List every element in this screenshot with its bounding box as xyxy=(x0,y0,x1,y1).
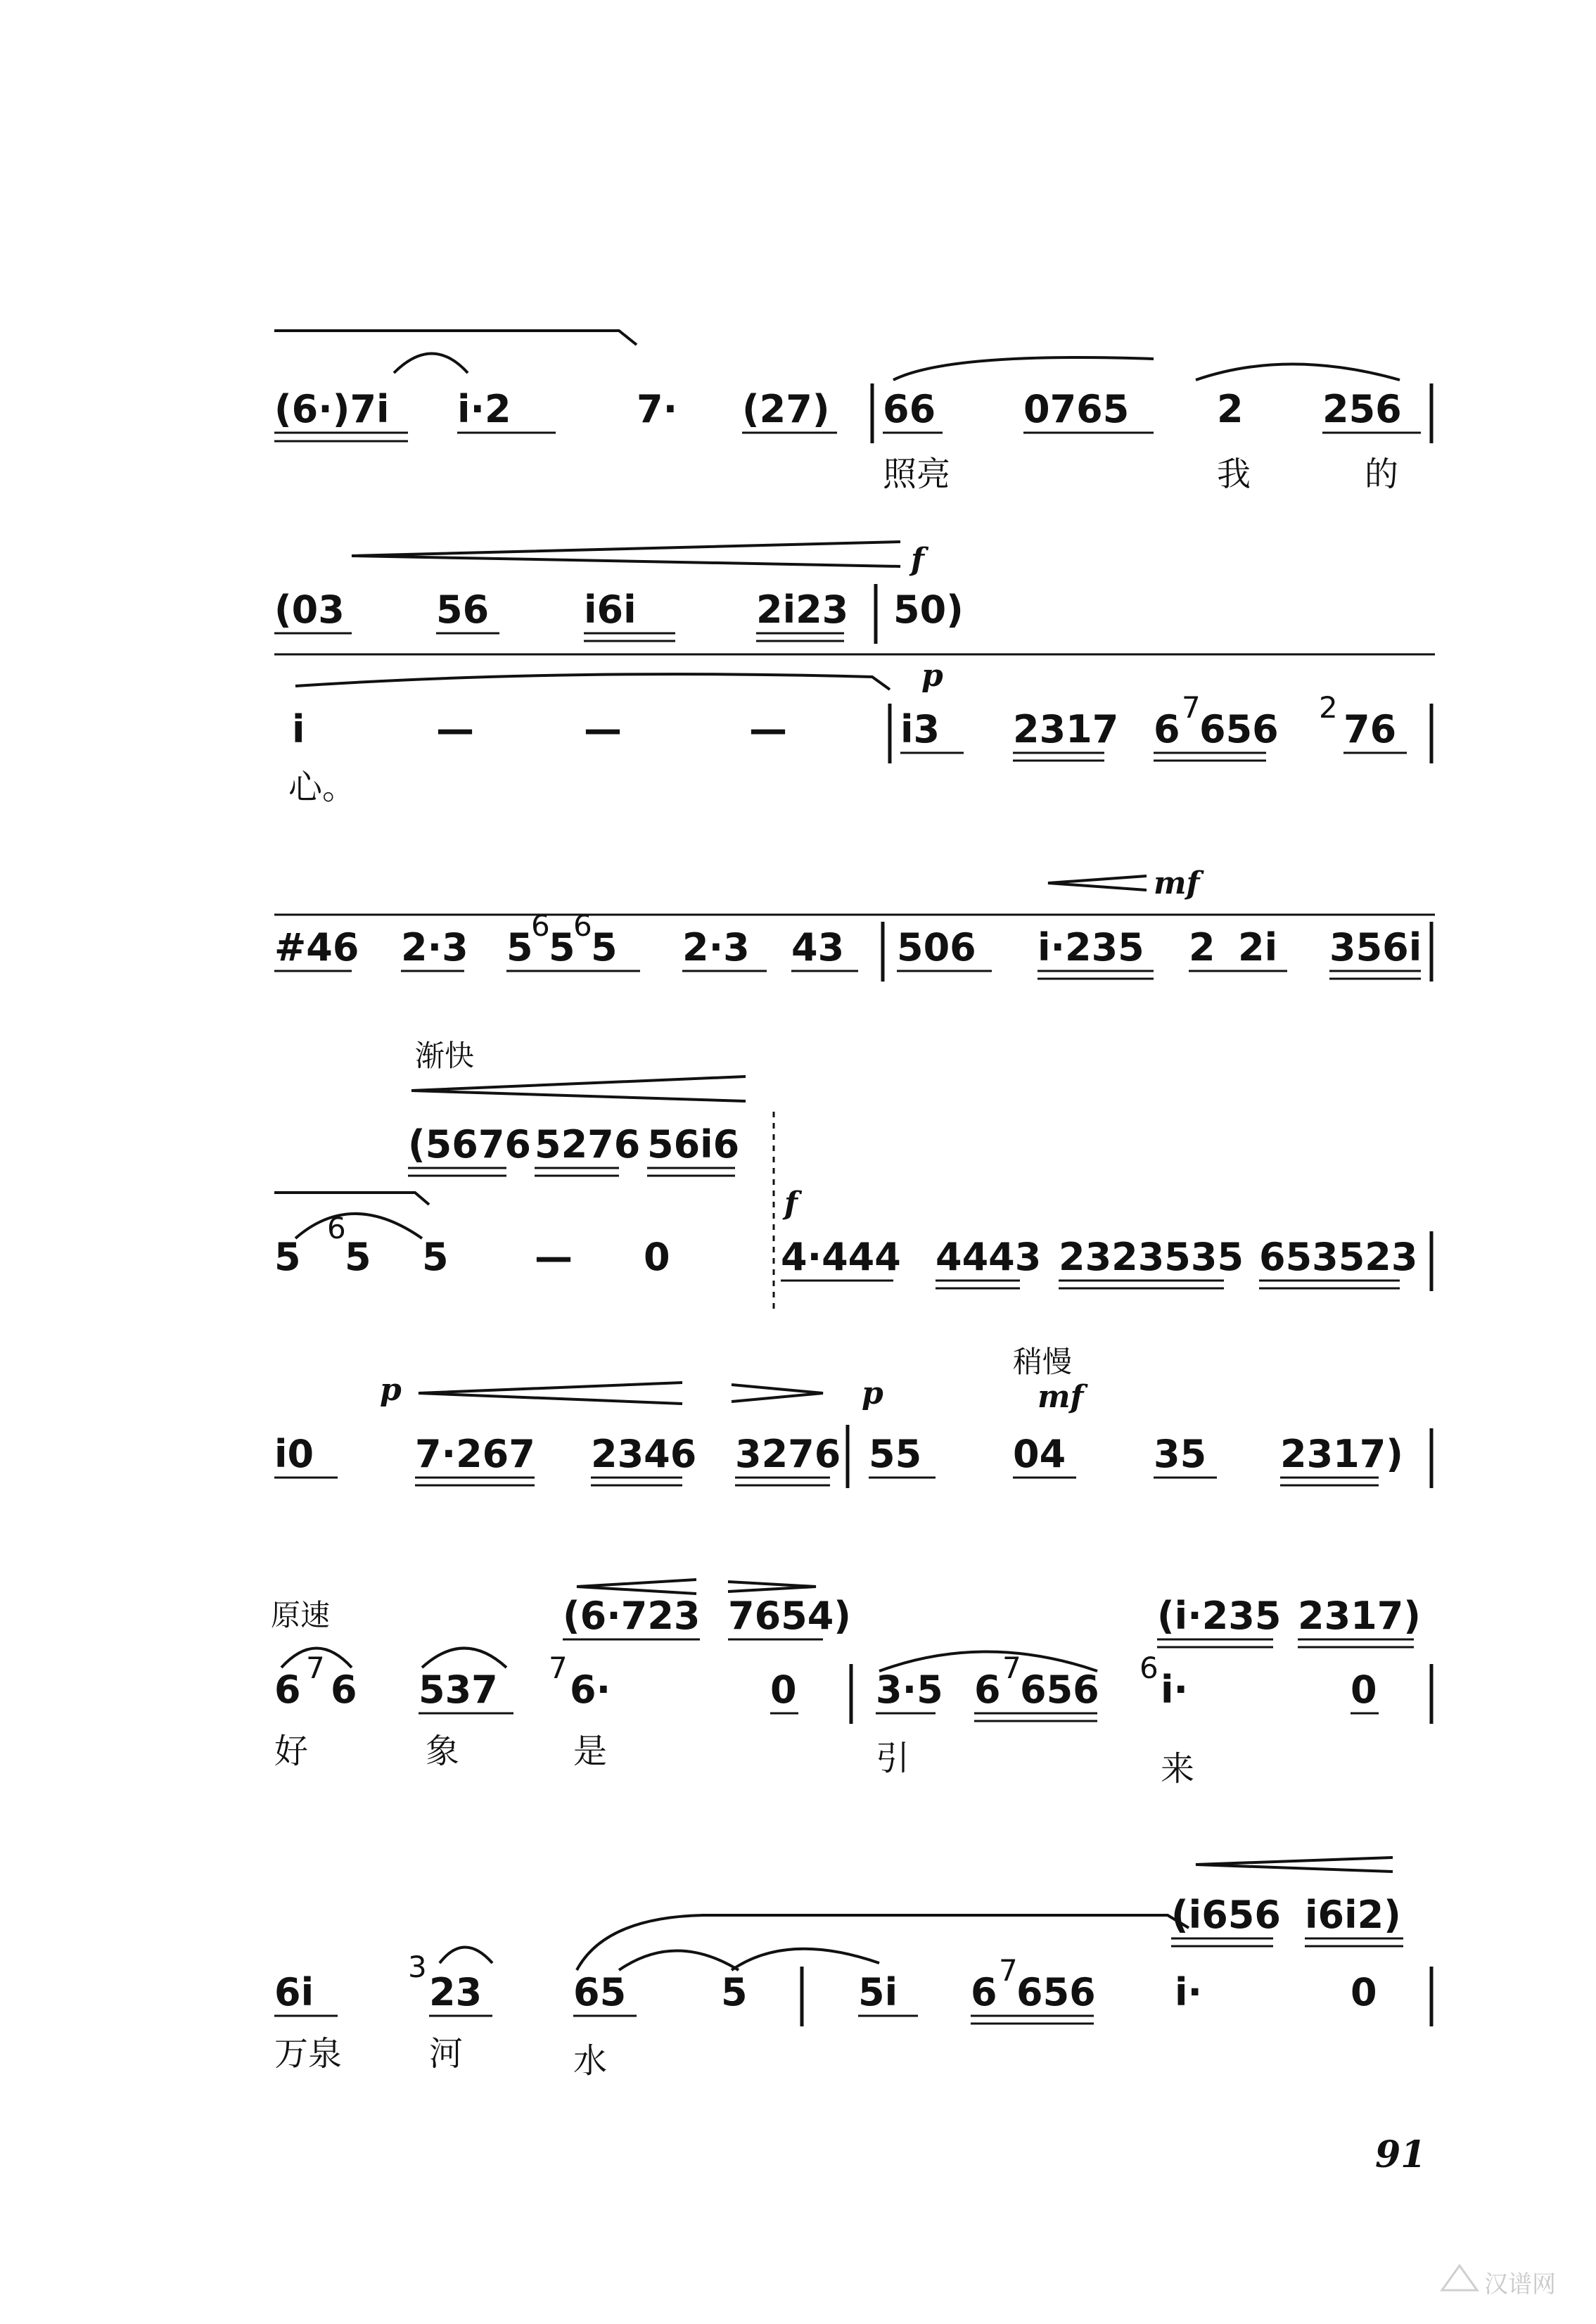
grace-note: 6 xyxy=(573,908,592,943)
notation-segment: 2 xyxy=(1189,925,1215,970)
watermark xyxy=(1442,2266,1556,2299)
lyric: 的 xyxy=(1365,455,1399,494)
watermark-logo-icon xyxy=(1442,2266,1477,2290)
notation-segment: — xyxy=(584,707,622,751)
notation-segment: 656 xyxy=(1199,707,1279,751)
dynamic-mark: p xyxy=(380,1372,402,1408)
notation-segment: i6i2) xyxy=(1305,1893,1401,1937)
lyric: 来 xyxy=(1161,1749,1195,1789)
dynamic-mark: mf xyxy=(1038,1379,1084,1415)
notation-segment: 6i xyxy=(274,1970,314,2014)
lyric: 象 xyxy=(426,1732,460,1771)
notation-segment: 55 xyxy=(869,1432,922,1476)
crescendo-hairpin xyxy=(352,542,900,566)
slur xyxy=(422,1649,506,1668)
crescendo-hairpin xyxy=(419,1383,682,1404)
grace-note: 7 xyxy=(549,1651,568,1685)
notation-segment: (03 xyxy=(274,588,345,632)
grace-note: 7 xyxy=(999,1953,1018,1988)
notation-segment: (5676 xyxy=(408,1122,531,1167)
notation-segment: (27) xyxy=(742,387,830,431)
notation-segment: i·2 xyxy=(457,387,511,431)
grace-note: 2 xyxy=(1319,690,1338,725)
slur xyxy=(394,354,468,374)
notation-segment: 0 xyxy=(1351,1970,1377,2014)
crescendo-hairpin xyxy=(1196,1858,1393,1872)
notation-segment: 2 xyxy=(1217,387,1244,431)
lyric: 心。 xyxy=(288,768,357,807)
notation-segment: 0 xyxy=(644,1235,670,1279)
notation-segment: — xyxy=(436,707,474,751)
score-row-6 xyxy=(274,1345,1431,1488)
dynamic-mark: mf xyxy=(1154,865,1200,901)
score-row-2 xyxy=(274,542,964,644)
grace-note: 3 xyxy=(408,1950,427,1984)
notation-segment: 7654) xyxy=(728,1594,851,1638)
notation-segment: 56 xyxy=(436,588,490,632)
slur xyxy=(732,1949,879,1970)
notation-segment: (i656 xyxy=(1171,1893,1281,1937)
notation-segment: 5 xyxy=(422,1235,449,1279)
notation-segment: i xyxy=(292,707,305,751)
notation-segment: 537 xyxy=(419,1668,498,1712)
notation-segment: 43 xyxy=(791,925,845,970)
notation-segment: 5 xyxy=(549,925,575,970)
notation-segment: 50) xyxy=(893,588,964,632)
notation-segment: 2·3 xyxy=(682,925,750,970)
lyric: 是 xyxy=(573,1732,608,1771)
tie xyxy=(295,674,890,690)
notation-segment: i0 xyxy=(274,1432,314,1476)
notation-segment: 76 xyxy=(1343,707,1397,751)
notation-segment: — xyxy=(749,707,787,751)
tempo-mark: 稍慢 xyxy=(1013,1345,1073,1379)
lyric: 我 xyxy=(1217,455,1251,494)
lyric: 万泉 xyxy=(274,2034,343,2074)
tie xyxy=(274,331,637,345)
lyric: 好 xyxy=(274,1732,309,1771)
dynamic-mark: p xyxy=(862,1376,883,1411)
notation-segment: 5 xyxy=(591,925,618,970)
tempo-mark: 原速 xyxy=(271,1598,331,1632)
grace-note: 7 xyxy=(1182,690,1201,725)
notation-segment: 5 xyxy=(506,925,533,970)
crescendo-hairpin xyxy=(1048,876,1147,890)
score-row-1 xyxy=(274,331,1431,494)
grace-note: 6 xyxy=(327,1211,346,1245)
notation-segment: 656 xyxy=(1016,1970,1096,2014)
notation-segment: 3276 xyxy=(735,1432,841,1476)
decrescendo-hairpin xyxy=(728,1582,816,1592)
notation-segment: 2i23 xyxy=(756,588,849,632)
page-number: 91 xyxy=(1375,2133,1426,2176)
notation-segment: 4·444 xyxy=(781,1235,901,1279)
notation-segment: 65 xyxy=(573,1970,627,2014)
notation-segment: 2i xyxy=(1238,925,1278,970)
grace-note: 7 xyxy=(306,1651,325,1685)
watermark-text: 汉谱网 xyxy=(1484,2271,1556,2299)
lyric: 水 xyxy=(573,2041,608,2081)
notation-segment: 356i xyxy=(1329,925,1422,970)
crescendo-hairpin xyxy=(411,1077,746,1101)
lyric: 照亮 xyxy=(883,455,951,494)
notation-segment: 4443 xyxy=(936,1235,1042,1279)
notation-segment: i· xyxy=(1175,1970,1203,2014)
slur xyxy=(1196,364,1400,381)
notation-segment: 7·267 xyxy=(415,1432,535,1476)
tempo-mark: 渐快 xyxy=(415,1039,475,1073)
notation-segment: #46 xyxy=(274,925,359,970)
score-row-8 xyxy=(274,1858,1431,2081)
notation-segment: 2317) xyxy=(1298,1594,1421,1638)
notation-segment: (i·235 xyxy=(1157,1594,1282,1638)
grace-note: 7 xyxy=(1002,1651,1021,1685)
notation-segment: 56i6 xyxy=(647,1122,740,1167)
slur xyxy=(893,357,1154,380)
notation-segment: 0 xyxy=(1351,1668,1377,1712)
notation-segment: i6i xyxy=(584,588,637,632)
notation-segment: 5 xyxy=(345,1235,371,1279)
notation-segment: 6 xyxy=(331,1668,357,1712)
notation-segment: 2323535 xyxy=(1059,1235,1244,1279)
notation-segment: 35 xyxy=(1154,1432,1207,1476)
notation-segment: 3·5 xyxy=(876,1668,943,1712)
score-row-7 xyxy=(271,1580,1431,1789)
notation-segment: 256 xyxy=(1322,387,1402,431)
notation-segment: 2317 xyxy=(1013,707,1119,751)
dynamic-mark: f xyxy=(784,1186,798,1221)
notation-segment: 5 xyxy=(274,1235,301,1279)
notation-segment: 23 xyxy=(429,1970,483,2014)
dynamic-mark: p xyxy=(921,658,943,694)
slur xyxy=(440,1948,492,1964)
slur xyxy=(619,1951,739,1971)
grace-note: 6 xyxy=(531,908,550,943)
notation-segment: 2317) xyxy=(1280,1432,1403,1476)
notation-segment: 656 xyxy=(1020,1668,1099,1712)
tie xyxy=(274,1193,429,1205)
notation-segment: i·235 xyxy=(1038,925,1144,970)
notation-segment: i3 xyxy=(900,707,940,751)
notation-segment: 6· xyxy=(570,1668,611,1712)
score-row-4 xyxy=(274,865,1435,982)
notation-segment: 653523 xyxy=(1259,1235,1418,1279)
notation-segment: 6 xyxy=(974,1668,1001,1712)
grace-note: 6 xyxy=(1139,1651,1158,1685)
notation-segment: (6·723 xyxy=(563,1594,701,1638)
notation-segment: — xyxy=(535,1235,573,1279)
notation-segment: 7· xyxy=(637,387,678,431)
notation-segment: (6·)7i xyxy=(274,387,390,431)
notation-segment: 0 xyxy=(770,1668,797,1712)
notation-segment: 5 xyxy=(721,1970,748,2014)
notation-segment: 2·3 xyxy=(401,925,468,970)
notation-segment: 2346 xyxy=(591,1432,697,1476)
dynamic-mark: f xyxy=(911,542,924,578)
notation-segment: 6 xyxy=(1154,707,1180,751)
notation-segment: i· xyxy=(1161,1668,1189,1712)
notation-segment: 6 xyxy=(971,1970,997,2014)
score-row-3 xyxy=(274,654,1435,807)
tie xyxy=(577,1915,1189,1970)
notation-segment: 6 xyxy=(274,1668,301,1712)
notation-segment: 5i xyxy=(858,1970,898,2014)
decrescendo-hairpin xyxy=(732,1385,823,1402)
notation-segment: 506 xyxy=(897,925,976,970)
lyric: 河 xyxy=(429,2034,464,2074)
notation-segment: 5276 xyxy=(535,1122,641,1167)
crescendo-hairpin xyxy=(577,1580,696,1594)
notation-segment: 0765 xyxy=(1023,387,1130,431)
score-row-5 xyxy=(274,1039,1431,1309)
notation-segment: 66 xyxy=(883,387,936,431)
notation-segment: 04 xyxy=(1013,1432,1066,1476)
lyric: 引 xyxy=(876,1739,910,1778)
